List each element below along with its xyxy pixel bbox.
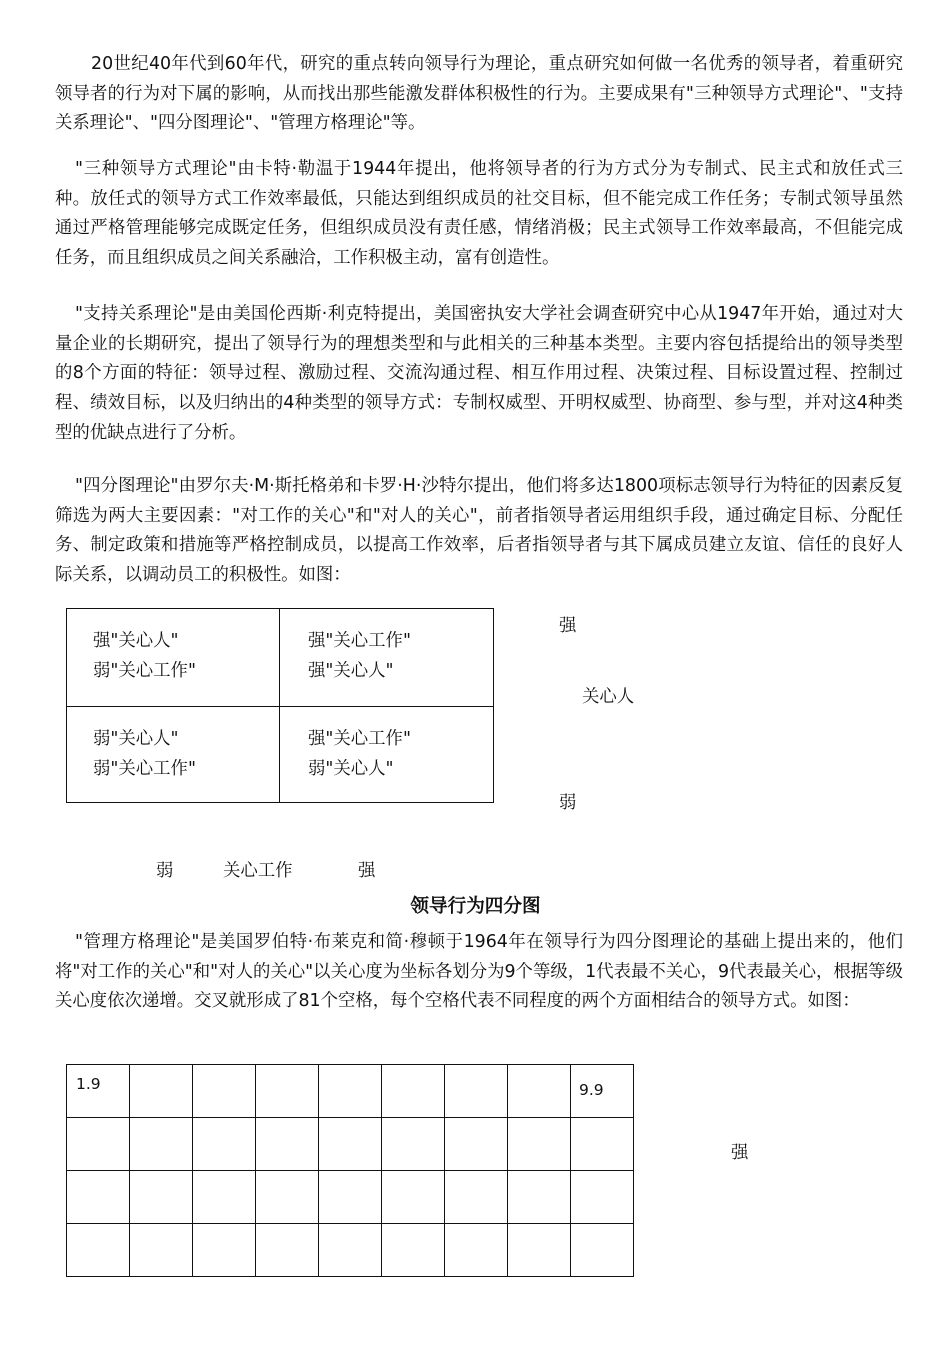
grid-cell [193,1224,256,1277]
grid-label-1-9: 1.9 [76,1075,101,1093]
grid-label-9-9: 9.9 [579,1081,604,1099]
y-axis-label: 关心人 [582,687,635,707]
grid-cell [130,1171,193,1224]
grid-cell [319,1224,382,1277]
grid-cell [382,1171,445,1224]
y-axis-low-label: 弱 [559,793,577,813]
y-axis-high-label: 强 [559,616,577,636]
paragraph-behavior-theory-intro: 20世纪40年代到60年代，研究的重点转向领导行为理论，重点研究如何做一名优秀的领导者，着重研究领导者的行为对下属的影响，从而找出那些能激发群体积极性的行为。主要成果有"三种领导方式理论"、"支持关系理论"、"四分图理论"、"管理方格理论"等。 [55,54,903,134]
quadrant-top-right [280,609,493,707]
grid-cell [445,1118,508,1171]
grid-cell [67,1171,130,1224]
grid-cell [319,1118,382,1171]
grid-cell [67,1118,130,1171]
paragraph-managerial-grid: "管理方格理论"是美国罗伯特·布莱克和简·穆顿于1964年在领导行为四分图理论的基础上提出来的，他们将"对工作的关心"和"对人的关心"以关心度为坐标各划分为9个等级，1代表最不关心，9代表最关心，根据等级关心度依次递增。交叉就形成了81个空格，每个空格代表不同程度的两个方面相结合的领导方式。如图： [55,932,903,1012]
grid-row [67,1224,634,1277]
grid-cell [571,1118,634,1171]
quadrant-text: 弱"关心人" [308,759,394,779]
x-axis-high-label: 强 [358,861,376,881]
quadrant-text: 强"关心人" [308,661,394,681]
grid-cell [193,1171,256,1224]
grid-cell [508,1171,571,1224]
x-axis-low-label: 弱 [156,861,174,881]
paragraph-four-quadrant: "四分图理论"由罗尔夫·M·斯托格弟和卡罗·H·沙特尔提出，他们将多达1800项标志领导行为特征的因素反复筛选为两大主要因素："对工作的关心"和"对人的关心"，前者指领导者运用组织手段，通过确定目标、分配任务、制定政策和措施等严格控制成员，以提高工作效率，后者指领导者与其下属成员建立友谊、信任的良好人际关系，以调动员工的积极性。如图： [55,476,903,586]
grid-row [67,1118,634,1171]
grid-cell [319,1065,382,1118]
quadrant-top-left [67,609,280,707]
grid-cell [67,1065,130,1118]
grid-cell [193,1065,256,1118]
figure-title-text: 领导行为四分图 [410,896,541,917]
grid-cell [508,1224,571,1277]
grid-cell [256,1224,319,1277]
grid-cell [571,1065,634,1118]
paragraph-three-leadership-styles: "三种领导方式理论"由卡特·勒温于1944年提出，他将领导者的行为方式分为专制式、民主式和放任式三种。放任式的领导方式工作效率最低，只能达到组织成员的社交目标，但不能完成工作任务；专制式领导虽然通过严格管理能够完成既定任务，但组织成员没有责任感，情绪消极；民主式领导工作效率最高，不但能完成任务，而且组织成员之间关系融洽，工作积极主动，富有创造性。 [55,159,903,269]
grid-cell [130,1065,193,1118]
grid-cell [571,1171,634,1224]
grid-row [67,1065,634,1118]
grid-cell [382,1224,445,1277]
figure-title [0,895,951,919]
quadrant-text: 弱"关心人" [93,729,179,749]
grid-side-label: 强 [731,1143,749,1163]
grid-cell [445,1065,508,1118]
grid-cell [193,1118,256,1171]
managerial-grid-table [66,1064,634,1277]
grid-cell [256,1171,319,1224]
grid-cell [508,1118,571,1171]
grid-cell [445,1171,508,1224]
grid-cell [382,1118,445,1171]
quadrant-text: 弱"关心工作" [93,661,196,681]
grid-cell [256,1118,319,1171]
grid-cell [130,1118,193,1171]
four-quadrant-grid [66,608,494,803]
x-axis-label: 关心工作 [223,861,293,881]
grid-cell [256,1065,319,1118]
quadrant-bottom-right [280,707,493,802]
grid-cell [319,1171,382,1224]
quadrant-text: 强"关心工作" [308,631,411,651]
quadrant-text: 强"关心工作" [308,729,411,749]
grid-cell [382,1065,445,1118]
quadrant-text: 强"关心人" [93,631,179,651]
grid-cell [508,1065,571,1118]
quadrant-text: 弱"关心工作" [93,759,196,779]
grid-cell [67,1224,130,1277]
paragraph-support-relationship: "支持关系理论"是由美国伦西斯·利克特提出，美国密执安大学社会调查研究中心从1947年开始，通过对大量企业的长期研究，提出了领导行为的理想类型和与此相关的三种基本类型。主要内容包括提给出的领导类型的8个方面的特征：领导过程、激励过程、交流沟通过程、相互作用过程、决策过程、目标设置过程、控制过程、绩效目标，以及归纳出的4种类型的领导方式：专制权威型、开明权威型、协商型、参与型，并对这4种类型的优缺点进行了分析。 [55,304,903,443]
grid-cell [445,1224,508,1277]
quadrant-bottom-left [67,707,280,802]
grid-cell [130,1224,193,1277]
grid-cell [571,1224,634,1277]
grid-row [67,1171,634,1224]
